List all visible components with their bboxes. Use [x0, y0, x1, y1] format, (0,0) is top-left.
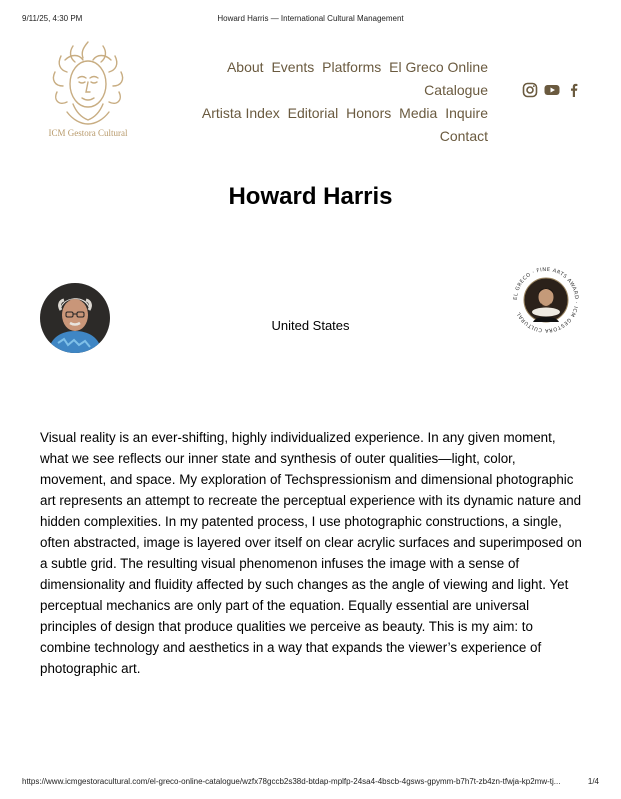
social-links	[522, 82, 582, 100]
instagram-icon[interactable]	[522, 82, 538, 98]
site-logo[interactable]	[40, 38, 136, 146]
artist-statement: Visual reality is an ever-shifting, highly individualized experience. In any given moment, what we see reflects our inner state and synthesis of outer qualities—light, color, movement, and space. My exploration of Techspressionism and dimensional photographic art represents an attempt to recreate the perceptual experience with its dynamic nature and hidden complexities. In my patented process, I use photographic constructions, a single, often abstracted, image is layered over itself on clear acrylic surfaces and superimposed on a subtle grid. The resulting visual phenomenon infuses the image with a sense of dimensionality and fluidity affected by such changes as the angle of viewing and light. Yet perceptual mechanics are only part of the equation. Equally essential are universal principles of design that produce qualities we perceive as beauty. This is my aim: to combine technology and aesthetics in a way that expands the viewer’s experience of photographic art.	[40, 430, 582, 676]
nav-contact[interactable]: Contact	[439, 128, 488, 144]
badge-text: EL GRECO · FINE ARTS AWARD · ICM GESTORA CULTURAL	[512, 266, 580, 334]
nav-editorial[interactable]: Editorial	[287, 105, 339, 121]
nav-inquire[interactable]: Inquire	[445, 105, 488, 121]
nav-media[interactable]: Media	[399, 105, 438, 121]
nav-el-greco-catalogue[interactable]: El Greco Online Catalogue	[389, 59, 488, 98]
nav-honors[interactable]: Honors	[346, 105, 392, 121]
print-footer	[22, 777, 599, 789]
artist-country: United States	[271, 318, 350, 333]
print-datetime: 9/11/25, 4:30 PM	[22, 14, 83, 23]
print-url: https://www.icmgestoracultural.com/el-greco-online-catalogue/wzfx78gccb2s38d-btdap-mplfp-24sa4-4bscb-4gsws-gpymm-b7h7t-zb4zn-tfwja-kp2mw-tj...	[22, 777, 561, 786]
print-page-number: 1/4	[587, 777, 599, 786]
logo-text: ICM Gestora Cultural	[48, 128, 128, 138]
medusa-head-icon	[43, 38, 133, 126]
nav-platforms[interactable]: Platforms	[322, 59, 382, 75]
print-doc-title: Howard Harris — International Cultural Management	[217, 14, 404, 23]
nav-artista-index[interactable]: Artista Index	[201, 105, 280, 121]
facebook-icon[interactable]	[566, 82, 582, 98]
nav-about[interactable]: About	[226, 59, 264, 75]
page-title: Howard Harris	[228, 183, 393, 210]
el-greco-award-badge	[512, 266, 580, 334]
youtube-icon[interactable]	[544, 82, 560, 98]
nav-events[interactable]: Events	[271, 59, 315, 75]
main-nav	[170, 56, 488, 148]
